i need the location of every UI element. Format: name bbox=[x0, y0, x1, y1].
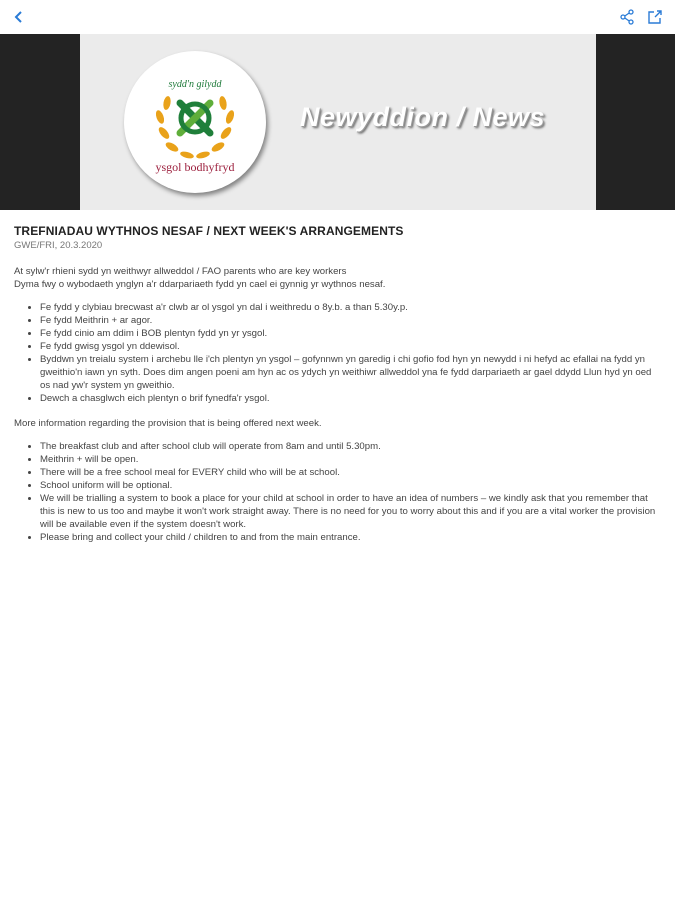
news-banner bbox=[0, 34, 675, 210]
list-item: • Fe fydd cinio am ddim i BOB plentyn fydd yn yr ysgol. bbox=[40, 327, 664, 340]
svg-text:ysgol bodhyfryd: ysgol bodhyfryd bbox=[155, 160, 235, 174]
share-icon[interactable] bbox=[619, 9, 635, 25]
list-item: • We will be trialling a system to book a place for your child at school in order to have an idea of numbers – we kindly ask that you remember that this is new to us too and maybe it won't work straight away. There is no need for you to worry about this and if you are a vital worker the provision will be available even if the system doesn't work. bbox=[40, 492, 664, 531]
intro-line: Dyma fwy o wybodaeth ynglyn a'r ddarpariaeth fydd yn cael ei gynnig yr wythnos nesaf. bbox=[14, 279, 386, 290]
list-item: • Please bring and collect your child / children to and from the main entrance. bbox=[40, 531, 664, 544]
article bbox=[14, 224, 664, 556]
svg-text:sydd'n gilydd: sydd'n gilydd bbox=[168, 79, 222, 90]
list-item: • The breakfast club and after school club will operate from 8am and until 5.30pm. bbox=[40, 440, 664, 453]
article-date: GWE/FRI, 20.3.2020 bbox=[14, 240, 103, 251]
list-item: • Byddwn yn treialu system i archebu lle i'ch plentyn yn ysgol – gofynnwn yn garedig i chi gofio fod hyn yn newydd i ni hefyd ac efallai na fydd yn gweithio'n iawn yn syth. Does dim angen poeni am hyn ac os ydych yn weithiwr allweddol yna fe fydd darpariaeth ar gael ddydd Llun hyd yn oed os nad yw'r system yn gweithio. bbox=[40, 353, 664, 392]
school-logo bbox=[124, 51, 266, 193]
banner-side-right bbox=[596, 34, 675, 210]
article-title: TREFNIADAU WYTHNOS NESAF / NEXT WEEK'S ARRANGEMENTS bbox=[14, 224, 404, 238]
chevron-left-icon[interactable] bbox=[12, 8, 26, 26]
list-item: • Fe fydd gwisg ysgol yn ddewisol. bbox=[40, 340, 664, 353]
external-link-icon[interactable] bbox=[647, 9, 663, 25]
welsh-list bbox=[14, 301, 664, 405]
banner-side-left bbox=[0, 34, 80, 210]
list-item: • There will be a free school meal for EVERY child who will be at school. bbox=[40, 466, 664, 479]
banner-title: Newyddion / News bbox=[300, 102, 546, 132]
english-list bbox=[14, 440, 664, 544]
list-item: • Fe fydd Meithrin + ar agor. bbox=[40, 314, 664, 327]
list-item: • Dewch a chasglwch eich plentyn o brif fynedfa'r ysgol. bbox=[40, 392, 664, 405]
list-item: • Fe fydd y clybiau brecwast a'r clwb ar ol ysgol yn dal i weithredu o 8y.b. a than 5.30y.p. bbox=[40, 301, 664, 314]
top-toolbar bbox=[0, 0, 675, 33]
list-item: • School uniform will be optional. bbox=[40, 479, 664, 492]
english-intro: More information regarding the provision that is being offered next week. bbox=[14, 418, 322, 429]
intro-line: At sylw'r rhieni sydd yn weithwyr allweddol / FAO parents who are key workers bbox=[14, 266, 347, 277]
list-item: • Meithrin + will be open. bbox=[40, 453, 664, 466]
